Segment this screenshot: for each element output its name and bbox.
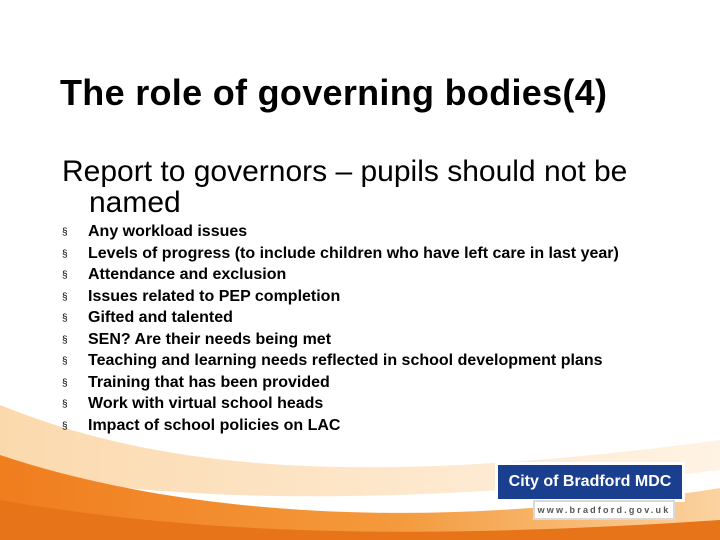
bullet-icon: § [62, 313, 68, 324]
list-item [62, 396, 642, 412]
bullet-icon: § [62, 356, 68, 367]
list-item [62, 353, 642, 369]
bullet-icon: § [62, 377, 68, 389]
bullet-icon: § [62, 291, 68, 303]
bullet-icon: § [62, 270, 68, 281]
logo-name-panel [495, 462, 685, 502]
bullet-text: Gifted and talented [88, 309, 233, 326]
bullet-text: SEN? Are their needs being met [88, 330, 332, 348]
bullet-icon: § [62, 420, 68, 432]
list-item [62, 289, 642, 305]
bullet-text: Training that has been provided [88, 373, 330, 391]
list-item [62, 267, 642, 283]
list-item [62, 332, 642, 348]
slide-title: The role of governing bodies(4) [60, 72, 608, 113]
logo-name: City of Bradford MDC [508, 473, 672, 490]
bullet-icon: § [62, 334, 68, 346]
bullet-text: Any workload issues [88, 223, 248, 240]
bullet-icon: § [62, 227, 68, 238]
bullet-icon: § [62, 248, 68, 260]
bullet-text: Attendance and exclusion [88, 266, 287, 283]
bullet-list [62, 224, 642, 439]
list-item [62, 418, 642, 434]
list-item [62, 310, 642, 326]
bradford-council-logo [495, 462, 691, 524]
bullet-text: Levels of progress (to include children who have left care in last year) [88, 244, 619, 262]
logo-url: www.bradford.gov.uk [537, 505, 671, 515]
logo-url-panel [533, 500, 675, 520]
list-item [62, 224, 642, 240]
bullet-text: Impact of school policies on LAC [88, 416, 341, 434]
bullet-icon: § [62, 399, 68, 410]
list-item [62, 375, 642, 391]
section-heading: Report to governors – pupils should not be named [62, 155, 628, 219]
bullet-text: Work with virtual school heads [88, 395, 324, 412]
bullet-text: Teaching and learning needs reflected in school development plans [88, 352, 603, 369]
list-item [62, 246, 642, 262]
bullet-text: Issues related to PEP completion [88, 287, 341, 305]
